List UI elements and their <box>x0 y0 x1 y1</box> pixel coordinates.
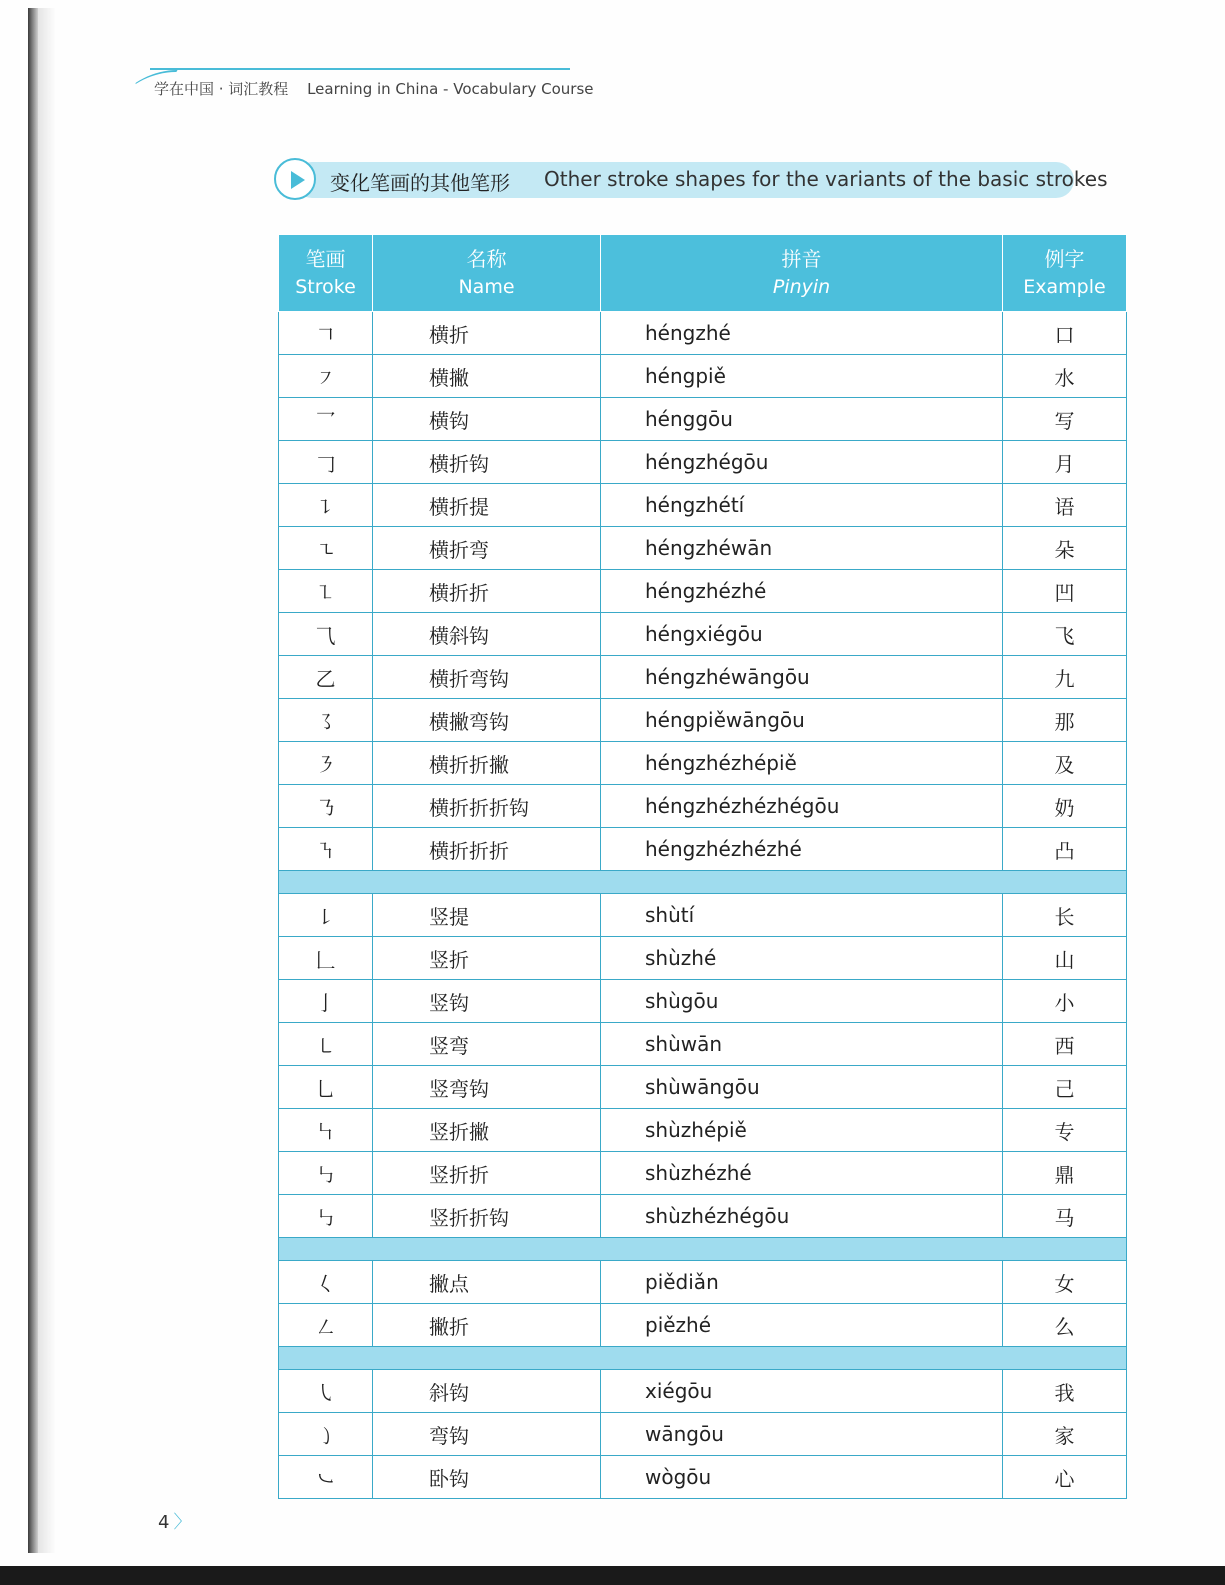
name-cell: 斜钩 <box>373 1370 601 1413</box>
table-row <box>279 1195 1127 1238</box>
stroke-cell: ㇡ <box>279 785 373 828</box>
example-cell: 凸 <box>1003 828 1127 871</box>
example-cell: 鼎 <box>1003 1152 1127 1195</box>
table-row <box>279 613 1127 656</box>
stroke-cell: ㇜ <box>279 1304 373 1347</box>
table-row <box>279 1261 1127 1304</box>
stroke-cell: 乙 <box>279 656 373 699</box>
example-cell: 及 <box>1003 742 1127 785</box>
header-name-en: Name <box>458 276 515 298</box>
example-cell: 山 <box>1003 937 1127 980</box>
example-cell: 么 <box>1003 1304 1127 1347</box>
example-cell: 奶 <box>1003 785 1127 828</box>
scan-bottom-edge <box>0 1566 1225 1585</box>
example-cell: 长 <box>1003 894 1127 937</box>
stroke-cell: 𠃍 <box>279 312 373 355</box>
header-rule <box>150 68 570 70</box>
group-separator-cell <box>279 871 1127 894</box>
stroke-cell: 𠃌 <box>279 441 373 484</box>
table-row <box>279 1413 1127 1456</box>
pinyin-cell: héngzhé <box>601 312 1003 355</box>
header-name <box>373 235 601 312</box>
pinyin-cell: héngzhégōu <box>601 441 1003 484</box>
table-header-row <box>279 235 1127 312</box>
pinyin-cell: shùzhézhégōu <box>601 1195 1003 1238</box>
pinyin-cell: shùzhé <box>601 937 1003 980</box>
name-cell: 弯钩 <box>373 1413 601 1456</box>
example-cell: 西 <box>1003 1023 1127 1066</box>
stroke-cell: ㇞ <box>279 1109 373 1152</box>
name-cell: 卧钩 <box>373 1456 601 1499</box>
name-cell: 竖弯钩 <box>373 1066 601 1109</box>
name-cell: 竖折撇 <box>373 1109 601 1152</box>
example-cell: 飞 <box>1003 613 1127 656</box>
table-row <box>279 828 1127 871</box>
book-spine <box>28 8 38 1553</box>
stroke-cell: ㇉ <box>279 1152 373 1195</box>
example-cell: 朵 <box>1003 527 1127 570</box>
example-cell: 凹 <box>1003 570 1127 613</box>
name-cell: 横撇 <box>373 355 601 398</box>
table-row <box>279 1066 1127 1109</box>
stroke-cell: ㇂ <box>279 1370 373 1413</box>
example-cell: 己 <box>1003 1066 1127 1109</box>
name-cell: 横折折折钩 <box>373 785 601 828</box>
pinyin-cell: héngzhézhézhégōu <box>601 785 1003 828</box>
pinyin-cell: héngpiěwāngōu <box>601 699 1003 742</box>
name-cell: 横斜钩 <box>373 613 601 656</box>
name-cell: 竖钩 <box>373 980 601 1023</box>
stroke-cell: 乚 <box>279 1066 373 1109</box>
group-separator <box>279 1238 1127 1261</box>
table-row <box>279 1304 1127 1347</box>
name-cell: 竖弯 <box>373 1023 601 1066</box>
header-pinyin <box>601 235 1003 312</box>
group-separator-cell <box>279 1347 1127 1370</box>
name-cell: 横折钩 <box>373 441 601 484</box>
header-example-en: Example <box>1023 276 1106 298</box>
example-cell: 那 <box>1003 699 1127 742</box>
name-cell: 横折折 <box>373 570 601 613</box>
table-row <box>279 656 1127 699</box>
stroke-cell: ㇁ <box>279 1413 373 1456</box>
stroke-cell: 乛 <box>279 398 373 441</box>
name-cell: 横钩 <box>373 398 601 441</box>
name-cell: 撇点 <box>373 1261 601 1304</box>
pinyin-cell: héngpiě <box>601 355 1003 398</box>
name-cell: 竖折折钩 <box>373 1195 601 1238</box>
header-stroke <box>279 235 373 312</box>
name-cell: 竖折 <box>373 937 601 980</box>
example-cell: 语 <box>1003 484 1127 527</box>
table-row <box>279 1023 1127 1066</box>
stroke-cell: ㇉ <box>279 1195 373 1238</box>
example-cell: 我 <box>1003 1370 1127 1413</box>
name-cell: 竖提 <box>373 894 601 937</box>
stroke-table-body <box>279 312 1127 1499</box>
table-row <box>279 570 1127 613</box>
header-stroke-en: Stroke <box>295 276 356 298</box>
running-header-en: Learning in China - Vocabulary Course <box>307 80 594 98</box>
name-cell: 撇折 <box>373 1304 601 1347</box>
header-stroke-zh: 笔画 <box>305 247 346 271</box>
play-arrow-icon <box>274 158 316 200</box>
group-separator <box>279 871 1127 894</box>
pinyin-cell: shùzhépiě <box>601 1109 1003 1152</box>
name-cell: 横折弯 <box>373 527 601 570</box>
pinyin-cell: piědiǎn <box>601 1261 1003 1304</box>
header-name-zh: 名称 <box>466 247 507 271</box>
stroke-cell: ㇃ <box>279 1456 373 1499</box>
table-row <box>279 742 1127 785</box>
example-cell: 女 <box>1003 1261 1127 1304</box>
stroke-cell: ⺄ <box>279 613 373 656</box>
stroke-cell: ㇎ <box>279 828 373 871</box>
page-number <box>158 1508 191 1534</box>
table-row <box>279 937 1127 980</box>
pinyin-cell: héngzhétí <box>601 484 1003 527</box>
table-row <box>279 484 1127 527</box>
name-cell: 横折 <box>373 312 601 355</box>
table-row <box>279 1152 1127 1195</box>
pinyin-cell: wògōu <box>601 1456 1003 1499</box>
pinyin-cell: héngzhézhépiě <box>601 742 1003 785</box>
stroke-cell: 𠃊 <box>279 937 373 980</box>
stroke-cell: ㇊ <box>279 484 373 527</box>
pinyin-cell: hénggōu <box>601 398 1003 441</box>
section-heading <box>274 158 1108 204</box>
pinyin-cell: wāngōu <box>601 1413 1003 1456</box>
pinyin-cell: xiégōu <box>601 1370 1003 1413</box>
table-row <box>279 527 1127 570</box>
stroke-cell: ㇍ <box>279 527 373 570</box>
table-row <box>279 785 1127 828</box>
header-pinyin-en: Pinyin <box>772 276 831 298</box>
pinyin-cell: shùwān <box>601 1023 1003 1066</box>
pinyin-cell: héngzhéwāngōu <box>601 656 1003 699</box>
example-cell: 写 <box>1003 398 1127 441</box>
page-arrow-icon: 〉 <box>173 1512 192 1533</box>
name-cell: 横折提 <box>373 484 601 527</box>
stroke-cell: ㇅ <box>279 570 373 613</box>
running-header <box>154 78 594 99</box>
table-row <box>279 894 1127 937</box>
stroke-cell: ㇇ <box>279 355 373 398</box>
stroke-cell: ㇄ <box>279 1023 373 1066</box>
stroke-table <box>278 234 1127 1499</box>
stroke-cell: ㇌ <box>279 699 373 742</box>
stroke-cell: ㇙ <box>279 894 373 937</box>
example-cell: 专 <box>1003 1109 1127 1152</box>
pinyin-cell: shùtí <box>601 894 1003 937</box>
table-row <box>279 1456 1127 1499</box>
name-cell: 横折弯钩 <box>373 656 601 699</box>
running-header-zh: 学在中国 · 词汇教程 <box>154 80 289 98</box>
pinyin-cell: shùgōu <box>601 980 1003 1023</box>
pinyin-cell: héngxiégōu <box>601 613 1003 656</box>
table-row <box>279 312 1127 355</box>
pinyin-cell: piězhé <box>601 1304 1003 1347</box>
table-row <box>279 699 1127 742</box>
table-row <box>279 1370 1127 1413</box>
group-separator <box>279 1347 1127 1370</box>
table-row <box>279 441 1127 484</box>
name-cell: 竖折折 <box>373 1152 601 1195</box>
pinyin-cell: héngzhéwān <box>601 527 1003 570</box>
example-cell: 小 <box>1003 980 1127 1023</box>
header-example <box>1003 235 1127 312</box>
table-row <box>279 398 1127 441</box>
pinyin-cell: héngzhézhézhé <box>601 828 1003 871</box>
example-cell: 马 <box>1003 1195 1127 1238</box>
table-row <box>279 1109 1127 1152</box>
header-pinyin-zh: 拼音 <box>781 247 822 271</box>
example-cell: 月 <box>1003 441 1127 484</box>
spine-shadow <box>38 8 56 1553</box>
table-row <box>279 355 1127 398</box>
header-example-zh: 例字 <box>1044 247 1085 271</box>
section-title-en: Other stroke shapes for the variants of the basic strokes <box>544 167 1108 191</box>
page-number-value: 4 <box>158 1512 170 1533</box>
stroke-cell: ㇋ <box>279 742 373 785</box>
pinyin-cell: shùzhézhé <box>601 1152 1003 1195</box>
group-separator-cell <box>279 1238 1127 1261</box>
name-cell: 横折折撇 <box>373 742 601 785</box>
name-cell: 横折折折 <box>373 828 601 871</box>
section-title-zh: 变化笔画的其他笔形 <box>330 171 510 195</box>
name-cell: 横撇弯钩 <box>373 699 601 742</box>
table-row <box>279 980 1127 1023</box>
pinyin-cell: shùwāngōu <box>601 1066 1003 1109</box>
stroke-cell: 𡿨 <box>279 1261 373 1304</box>
example-cell: 九 <box>1003 656 1127 699</box>
example-cell: 水 <box>1003 355 1127 398</box>
example-cell: 口 <box>1003 312 1127 355</box>
example-cell: 心 <box>1003 1456 1127 1499</box>
stroke-cell: 亅 <box>279 980 373 1023</box>
example-cell: 家 <box>1003 1413 1127 1456</box>
pinyin-cell: héngzhézhé <box>601 570 1003 613</box>
